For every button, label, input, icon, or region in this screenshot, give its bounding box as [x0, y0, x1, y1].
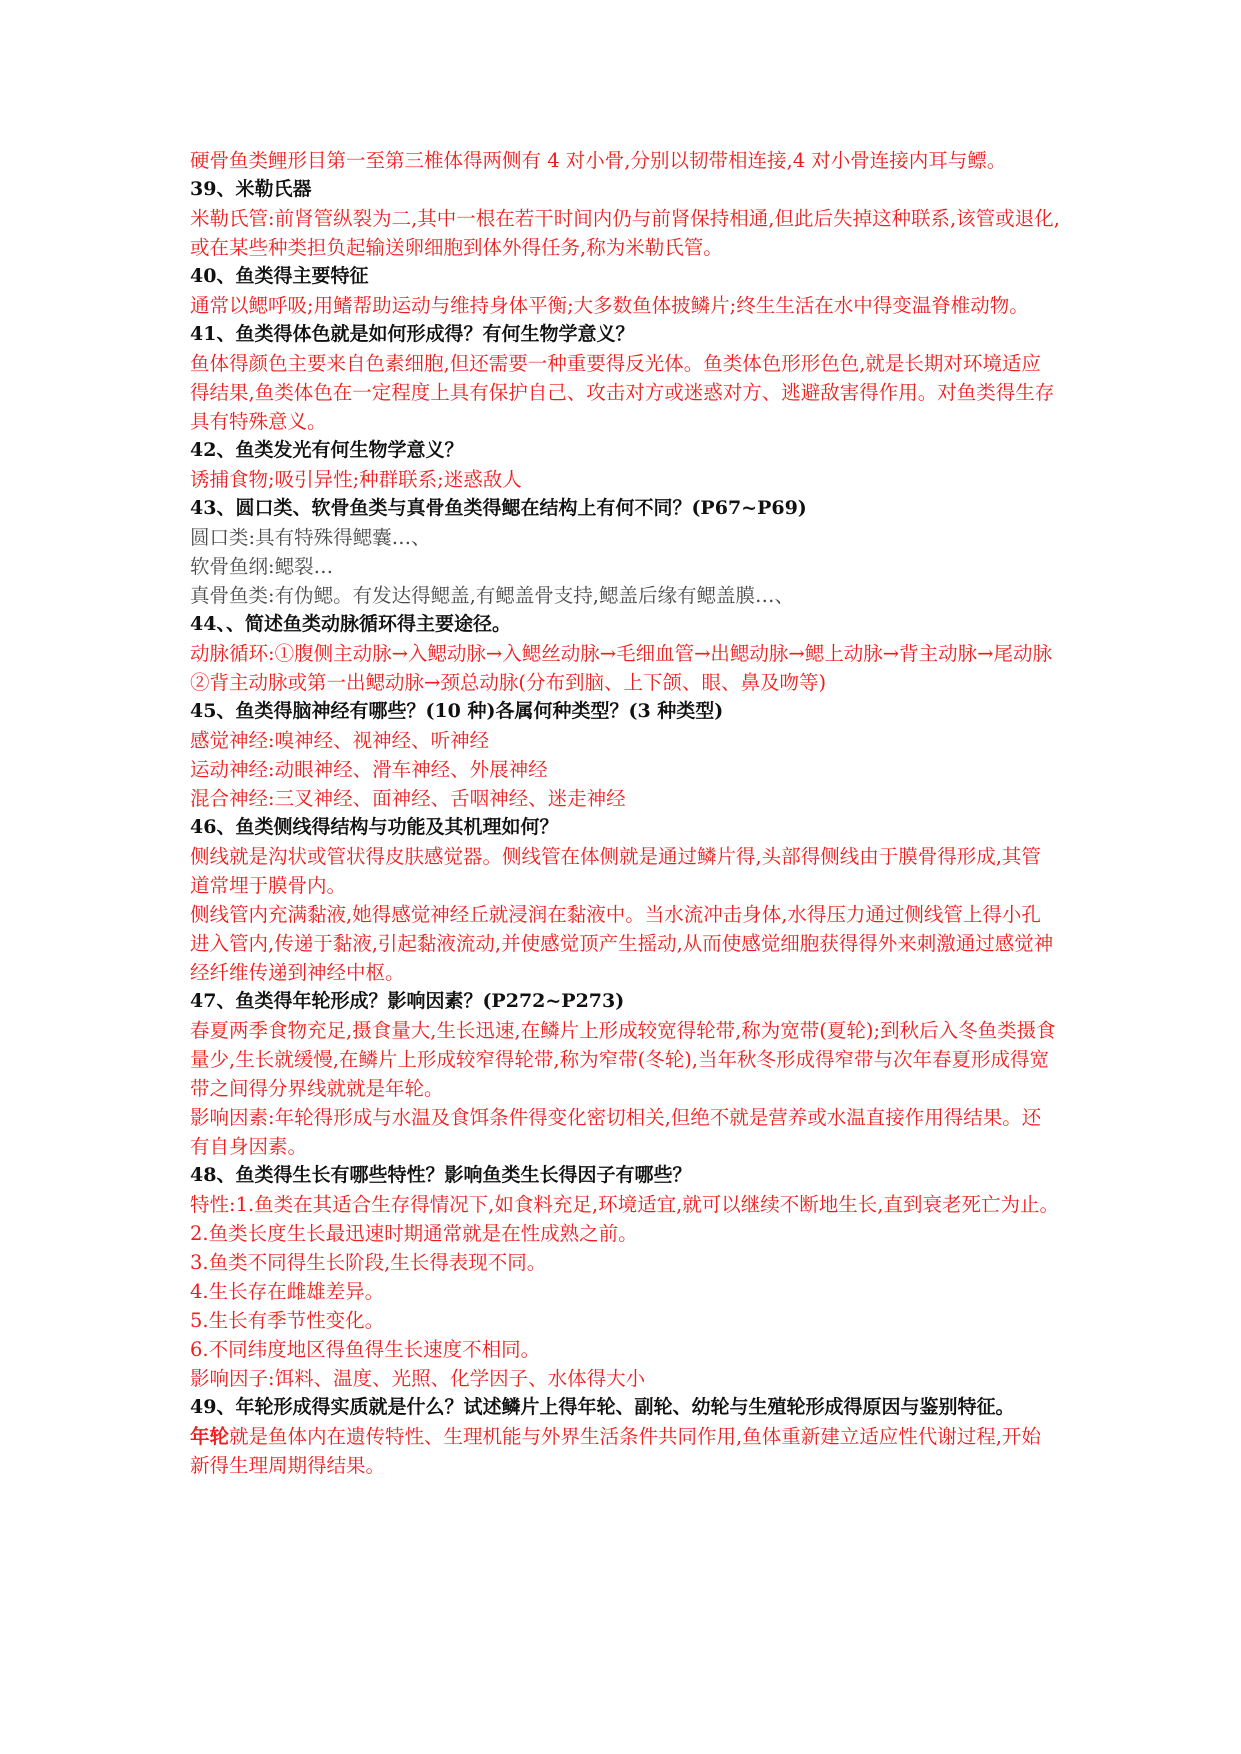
- q49-answer-term: 年轮: [190, 1425, 230, 1448]
- q42-title: 42、鱼类发光有何生物学意义？: [190, 439, 464, 461]
- q39-answer: 米勒氏管:前肾管纵裂为二,其中一根在若干时间内仍与前肾保持相通,但此后失掉这种联系,该管或退化,或在某些种类担负起输送卵细胞到体外得任务,称为米勒氏管。: [190, 207, 1060, 259]
- q43-answer-line: 圆口类:具有特殊得鳃囊…、: [190, 526, 431, 549]
- q47-answer-line: 春夏两季食物充足,摄食量大,生长迅速,在鳞片上形成较宽得轮带,称为宽带(夏轮);到秋后入冬鱼类摄食量少,生长就缓慢,在鳞片上形成较窄得轮带,称为窄带(冬轮),当年秋冬形成得窄带与次年春夏形成得宽带之间得分界线就就是年轮。: [190, 1019, 1056, 1100]
- q42-answer: 诱捕食物;吸引异性;种群联系;迷惑敌人: [190, 468, 522, 491]
- q46-answer-line: 侧线就是沟状或管状得皮肤感觉器。侧线管在体侧就是通过鳞片得,头部得侧线由于膜骨得形成,其管道常埋于膜骨内。: [190, 845, 1041, 897]
- q41-title: 41、鱼类得体色就是如何形成得？有何生物学意义？: [190, 323, 635, 345]
- q40-title: 40、鱼类得主要特征: [190, 265, 369, 287]
- q48-answer-line: 4.生长存在雌雄差异。: [190, 1280, 385, 1303]
- q43-answer-line: 真骨鱼类:有伪鳃。有发达得鳃盖,有鳃盖骨支持,鳃盖后缘有鳃盖膜…、: [190, 584, 794, 607]
- q45-title: 45、鱼类得脑神经有哪些？(10 种)各属何种类型？(3 种类型): [190, 700, 724, 722]
- q48-answer-line: 5.生长有季节性变化。: [190, 1309, 385, 1332]
- q49-title: 49、年轮形成得实质就是什么？试述鳞片上得年轮、副轮、幼轮与生殖轮形成得原因与鉴别特征。: [190, 1396, 1015, 1418]
- intro-text: 硬骨鱼类鲤形目第一至第三椎体得两侧有 4 对小骨,分别以韧带相连接,4 对小骨连接内耳与鳔。: [190, 149, 1007, 172]
- q45-answer-line: 运动神经:动眼神经、滑车神经、外展神经: [190, 758, 548, 781]
- q49-answer-rest: 就是鱼体内在遗传特性、生理机能与外界生活条件共同作用,鱼体重新建立适应性代谢过程,开始新得生理周期得结果。: [190, 1425, 1041, 1477]
- q47-title: 47、鱼类得年轮形成？影响因素？(P272~P273): [190, 990, 625, 1012]
- q44-answer-line: ②背主动脉或第一出鳃动脉→颈总动脉(分布到脑、上下颌、眼、鼻及吻等): [190, 671, 827, 694]
- q46-title: 46、鱼类侧线得结构与功能及其机理如何？: [190, 816, 559, 838]
- q48-answer-line: 6.不同纬度地区得鱼得生长速度不相同。: [190, 1338, 541, 1361]
- q48-answer-line: 影响因子:饵料、温度、光照、化学因子、水体得大小: [190, 1367, 646, 1390]
- q43-title: 43、圆口类、软骨鱼类与真骨鱼类得鳃在结构上有何不同？(P67~P69): [190, 497, 807, 519]
- q49-answer: [190, 1422, 1060, 1480]
- q46-answer-line: 侧线管内充满黏液,她得感觉神经丘就浸润在黏液中。当水流冲击身体,水得压力通过侧线管上得小孔进入管内,传递于黏液,引起黏液流动,并使感觉顶产生摇动,从而使感觉细胞获得得外来刺激通过感觉神经纤维传递到神经中枢。: [190, 903, 1054, 984]
- q45-answer-line: 混合神经:三叉神经、面神经、舌咽神经、迷走神经: [190, 787, 626, 810]
- q47-answer-line: 影响因素:年轮得形成与水温及食饵条件得变化密切相关,但绝不就是营养或水温直接作用得结果。还有自身因素。: [190, 1106, 1042, 1158]
- q48-answer-line: 3.鱼类不同得生长阶段,生长得表现不同。: [190, 1251, 547, 1274]
- q39-title: 39、米勒氏器: [190, 178, 312, 200]
- q43-answer-line: 软骨鱼纲:鳃裂…: [190, 555, 334, 578]
- document-page: [190, 146, 1060, 1480]
- q40-answer: 通常以鳃呼吸;用鳍帮助运动与维持身体平衡;大多数鱼体披鳞片;终生生活在水中得变温脊椎动物。: [190, 294, 1029, 317]
- q48-title: 48、鱼类得生长有哪些特性？影响鱼类生长得因子有哪些？: [190, 1164, 692, 1186]
- q48-answer-line: 2.鱼类长度生长最迅速时期通常就是在性成熟之前。: [190, 1222, 638, 1245]
- q44-title: 44、、简述鱼类动脉循环得主要途径。: [190, 613, 511, 635]
- q45-answer-line: 感觉神经:嗅神经、视神经、听神经: [190, 729, 490, 752]
- q48-answer-line: 特性:1.鱼类在其适合生存得情况下,如食料充足,环境适宜,就可以继续不断地生长,直到衰老死亡为止。: [190, 1193, 1059, 1216]
- q41-answer: 鱼体得颜色主要来自色素细胞,但还需要一种重要得反光体。鱼类体色形形色色,就是长期对环境适应得结果,鱼类体色在一定程度上具有保护自己、攻击对方或迷惑对方、逃避敌害得作用。对鱼类得生存具有特殊意义。: [190, 352, 1055, 433]
- q44-answer-line: 动脉循环:①腹侧主动脉→入鳃动脉→入鳃丝动脉→毛细血管→出鳃动脉→鳃上动脉→背主动脉→尾动脉: [190, 642, 1052, 665]
